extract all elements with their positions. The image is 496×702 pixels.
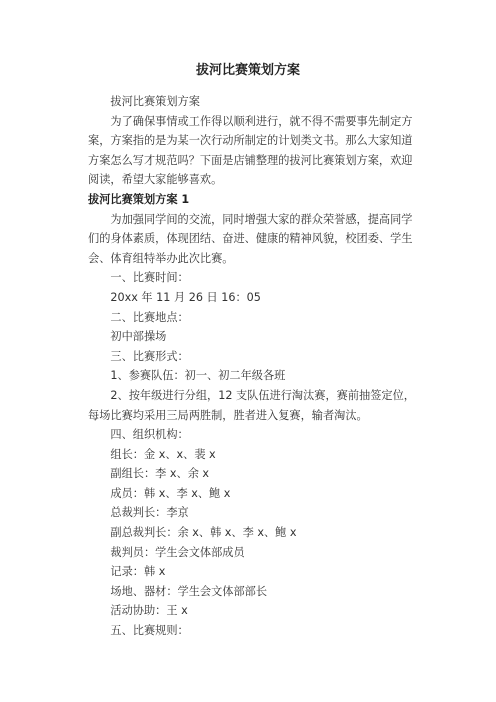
paragraph: 为加强同学间的交流，同时增强大家的群众荣誉感，提高同学们的身体素质，体现团结、奋进、健康的精神风貌，校团委、学生会、体育组特举办此次比赛。: [88, 212, 413, 265]
paragraph: 初中部操场: [110, 330, 167, 344]
paragraph: 2、按年级进行分组，12 支队伍进行淘汰赛，赛前抽签定位，每场比赛均采用三局两胜制，胜者进入复赛，输者淘汰。: [88, 388, 415, 422]
paragraph: 副总裁判长：余 x、韩 x、李 x、鲍 x: [110, 526, 297, 540]
paragraph: 一、比赛时间：: [110, 271, 189, 285]
paragraph: 记录：韩 x: [110, 565, 166, 579]
paragraph: 活动协助：王 x: [110, 604, 188, 618]
paragraph: 四、组织机构：: [110, 428, 189, 442]
document-body: [88, 92, 418, 641]
paragraph: 三、比赛形式：: [110, 349, 189, 363]
paragraph: 1、参赛队伍：初一、初二年级各班: [110, 369, 286, 383]
paragraph: 五、比赛规则：: [110, 624, 189, 638]
paragraph: 总裁判长：李京: [110, 506, 189, 520]
paragraph: 20xx 年 11 月 26 日 16：05: [110, 290, 261, 304]
paragraph: 二、比赛地点：: [110, 310, 189, 324]
section-heading: 拔河比赛策划方案 1: [88, 192, 190, 206]
paragraph: 场地、器材：学生会文体部部长: [110, 584, 268, 598]
paragraph: 为了确保事情或工作得以顺利进行，就不得不需要事先制定方案，方案指的是为某一次行动所制定的计划类文书。那么大家知道方案怎么写才规范吗？下面是店铺整理的拔河比赛策划方案，欢迎阅读，希望大家能够喜欢。: [88, 114, 413, 187]
paragraph: 成员：韩 x、李 x、鲍 x: [110, 486, 231, 500]
paragraph: 裁判员：学生会文体部成员: [110, 545, 245, 559]
paragraph: 组长：金 x、x、裴 x: [110, 447, 216, 461]
document-title: 拔河比赛策划方案: [195, 63, 300, 78]
paragraph: 副组长：李 x、余 x: [110, 467, 210, 481]
paragraph: 拔河比赛策划方案: [110, 95, 200, 108]
